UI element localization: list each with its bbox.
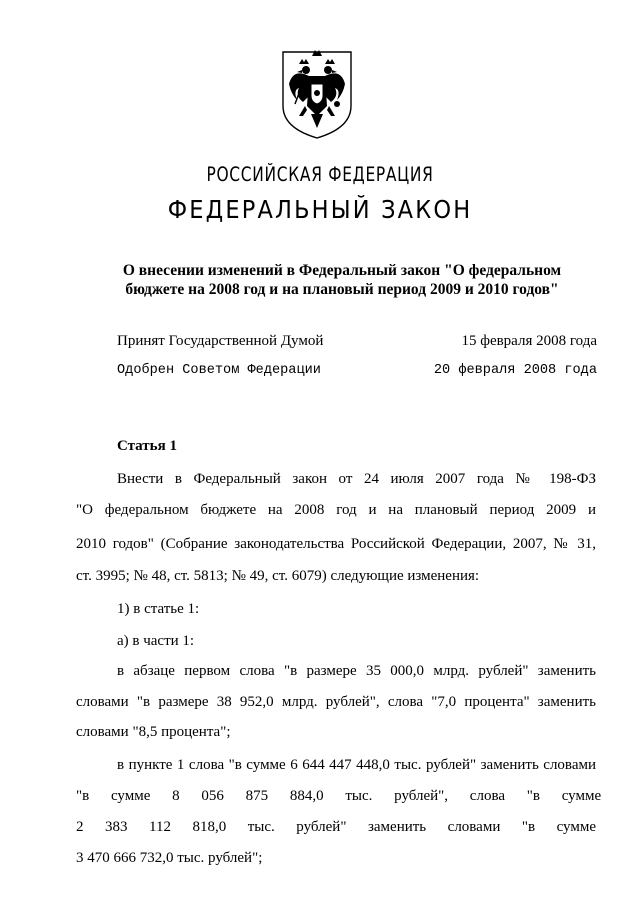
body-line: "в сумме 8 056 875 884,0 тыс. рублей", слова "в сумме: [76, 788, 602, 804]
country-name: РОССИЙСКАЯ ФЕДЕРАЦИЯ: [206, 163, 434, 186]
body-line: "О федеральном бюджете на 2008 год и на плановый период 2009 и: [76, 502, 596, 518]
law-title-line: бюджете на 2008 год и на плановый период 2009 и 2010 годов": [125, 281, 559, 298]
body-line: Внести в Федеральный закон от 24 июля 2007 года № 198-ФЗ: [117, 471, 596, 487]
body-line: в абзаце первом слова "в размере 35 000,0 млрд. рублей" заменить: [117, 663, 596, 679]
council-date: 20 февраля 2008 года: [433, 363, 597, 378]
council-label: Одобрен Советом Федерации: [117, 363, 321, 378]
duma-label: Принят Государственной Думой: [117, 333, 324, 349]
adoption-duma: [117, 333, 597, 350]
body-line: 2010 годов" (Собрание законодательства Российской Федерации, 2007, № 31,: [76, 536, 596, 552]
body-line: в пункте 1 слова "в сумме 6 644 447 448,0 тыс. рублей" заменить словами: [117, 757, 596, 773]
body-line: 1) в статье 1:: [117, 601, 200, 617]
russian-coat-of-arms-icon: [279, 44, 355, 140]
body-line: а) в части 1:: [117, 633, 195, 649]
adoption-council: [117, 363, 597, 378]
body-line: словами "8,5 процента";: [76, 724, 231, 740]
law-title-line: О внесении изменений в Федеральный закон "О федеральном: [122, 262, 562, 279]
body-line: словами "в размере 38 952,0 млрд. рублей", слова "7,0 процента" заменить: [76, 694, 596, 710]
law-title: [112, 261, 572, 299]
duma-date: 15 февраля 2008 года: [461, 333, 597, 349]
body-line: ст. 3995; № 48, ст. 5813; № 49, ст. 6079) следующие изменения:: [76, 568, 480, 584]
body-line: 3 470 666 732,0 тыс. рублей";: [76, 850, 263, 866]
document-type: ФЕДЕРАЛЬНЫЙ ЗАКОН: [167, 195, 473, 224]
body-line: 2 383 112 818,0 тыс. рублей" заменить словами "в сумме: [76, 819, 596, 835]
article-heading: Статья 1: [117, 438, 177, 454]
